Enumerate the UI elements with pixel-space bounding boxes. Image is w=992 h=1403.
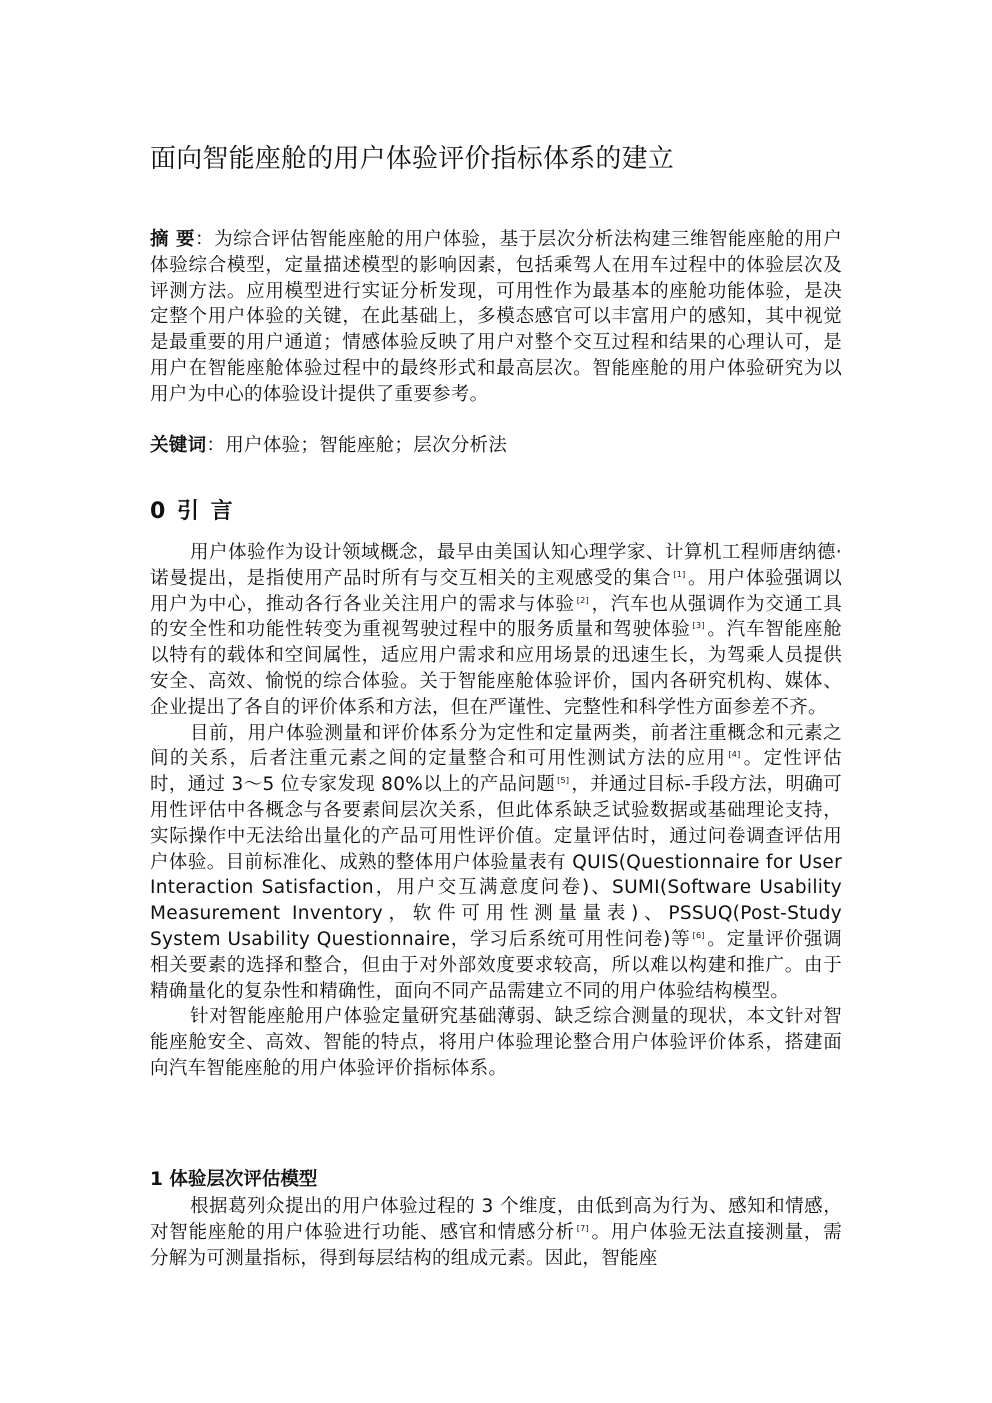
keywords-label: 关键词 bbox=[150, 435, 207, 456]
model-paragraph-1 bbox=[150, 1194, 842, 1271]
intro-p2-text-a: 目前，用户体验测量和评价体系分为定性和定量两类，前者注重概念和元素之间的关系，后者注重元素之间的定量整合和可用性测试方法的应用 bbox=[150, 722, 842, 770]
intro-paragraph-3: 针对智能座舱用户体验定量研究基础薄弱、缺乏综合测量的现状，本文针对智能座舱安全、高效、智能的特点，将用户体验理论整合用户体验评价体系，搭建面向汽车智能座舱的用户体验评价指标体系。 bbox=[150, 1006, 842, 1079]
citation-5[interactable]: [5] bbox=[557, 776, 570, 786]
intro-p1-text-a: 用户体验作为设计领域概念，最早由美国认知心理学家、计算机工程师唐纳德·诺曼提出，是指使用产品时所有与交互相关的主观感受的集合 bbox=[150, 542, 842, 589]
citation-2[interactable]: [2] bbox=[576, 595, 589, 605]
model-p1-text-b: 。用户体验无法直接测量，需分解为可测量指标，得到每层结构的组成元素。因此，智能座 bbox=[150, 1221, 842, 1269]
intro-p1-text-d: 。汽车智能座舱以特有的载体和空间属性，适应用户需求和应用场景的迅速生长，为驾乘人员提供安全、高效、愉悦的综合体验。关于智能座舱体验评价，国内各研究机构、媒体、企业提出了各自的评价体系和方法，但在严谨性、完整性和科学性方面参差不齐。 bbox=[150, 619, 842, 718]
intro-p2-text-c: ，并通过目标-手段方法，明确可用性评估中各概念与各要素间层次关系，但此体系缺乏试验数据或基础理论支持，实际操作中无法给出量化的产品可用性评价值。定量评估时，通过问卷调查评估用户体验。目前标准化、成熟的整体用户体验量表有 QUIS(Questionnaire for User Interaction Satisfaction，用户交互满意度问卷)、SUMI(Software Usability Measurement Inventory，软件可用性测量量表)、PSSUQ(Post-Study System Usability Questionnaire，学习后系统可用性问卷)等 bbox=[150, 774, 842, 950]
keywords-text: 用户体验；智能座舱；层次分析法 bbox=[225, 435, 508, 456]
model-p1-text-a: 根据葛列众提出的用户体验过程的 3 个维度，由低到高为行为、感知和情感，对智能座舱的用户体验进行功能、感官和情感分析 bbox=[150, 1196, 842, 1243]
abstract bbox=[150, 227, 842, 408]
intro-p2-text-d: 。定量评价强调相关要素的选择和整合，但由于对外部效度要求较高，所以难以构建和推广。由于精确量化的复杂性和精确性，面向不同产品需建立不同的用户体验结构模型。 bbox=[150, 928, 842, 1002]
intro-p2-text-b: 。定性评估时，通过 3～5 位专家发现 80%以上的产品问题 bbox=[150, 748, 842, 796]
citation-4[interactable]: [4] bbox=[728, 750, 741, 760]
section-heading-model: 1 体验层次评估模型 bbox=[150, 1169, 318, 1190]
citation-6[interactable]: [6] bbox=[692, 930, 705, 940]
keywords-separator: ： bbox=[206, 435, 226, 456]
abstract-text: 为综合评估智能座舱的用户体验，基于层次分析法构建三维智能座舱的用户体验综合模型，定量描述模型的影响因素，包括乘驾人在用车过程中的体验层次及评测方法。应用模型进行实证分析发现，可用性作为最基本的座舱功能体验，是决定整个用户体验的关键，在此基础上，多模态感官可以丰富用户的感知，其中视觉是最重要的用户通道；情感体验反映了用户对整个交互过程和结果的心理认可，是用户在智能座舱体验过程中的最终形式和最高层次。智能座舱的用户体验研究为以用户为中心的体验设计提供了重要参考。 bbox=[150, 229, 842, 405]
paper-title: 面向智能座舱的用户体验评价指标体系的建立 bbox=[150, 144, 675, 174]
keywords bbox=[150, 433, 842, 459]
abstract-separator: ： bbox=[195, 229, 215, 250]
model-section-body bbox=[150, 1194, 842, 1271]
citation-1[interactable]: [1] bbox=[673, 569, 686, 579]
introduction-body bbox=[150, 540, 842, 1082]
section-heading-introduction: 0 引 言 bbox=[150, 499, 235, 524]
citation-7[interactable]: [7] bbox=[576, 1223, 589, 1233]
intro-paragraph-2 bbox=[150, 721, 842, 1005]
abstract-label: 摘 要 bbox=[150, 229, 196, 250]
intro-p1-text-c: ，汽车也从强调作为交通工具的安全性和功能性转变为重视驾驶过程中的服务质量和驾驶体验 bbox=[150, 593, 842, 641]
intro-paragraph-1 bbox=[150, 540, 842, 721]
intro-p1-text-b: 。用户体验强调以用户为中心，推动各行各业关注用户的需求与体验 bbox=[150, 567, 842, 615]
citation-3[interactable]: [3] bbox=[692, 621, 705, 631]
